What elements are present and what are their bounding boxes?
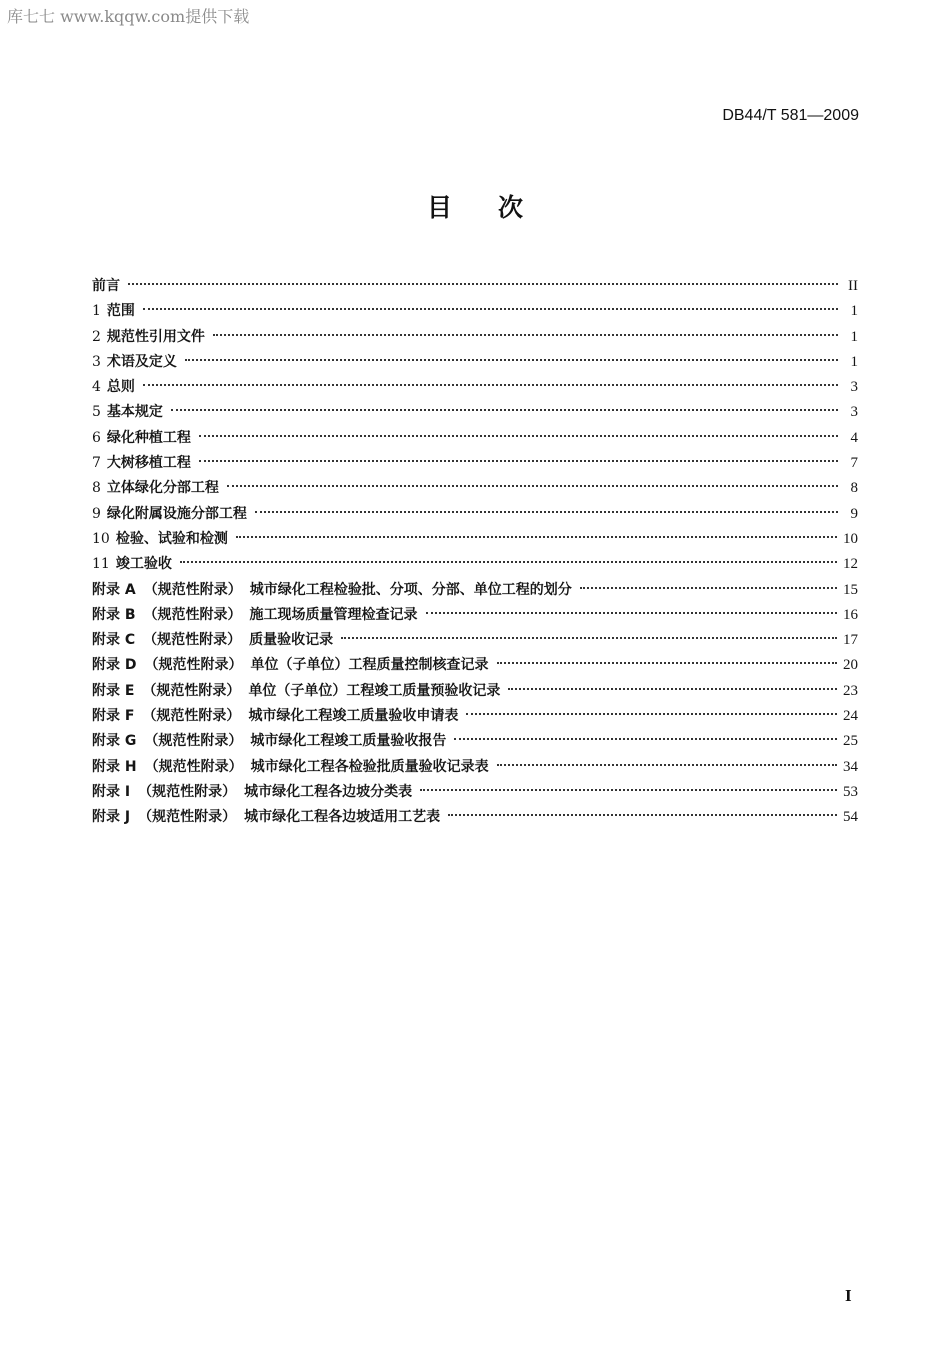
toc-page-number: 8 — [850, 480, 858, 497]
dot-leader — [199, 460, 838, 462]
toc-entry-title: 8 立体绿化分部工程 — [92, 480, 219, 497]
toc-entry-title: 附录 B （规范性附录） 施工现场质量管理检查记录 — [92, 606, 418, 623]
toc-entry-6[interactable] — [92, 426, 858, 451]
toc-entry-title: 10 检验、试验和检测 — [92, 530, 228, 547]
toc-entry-title: 7 大树移植工程 — [92, 455, 191, 472]
toc-entry-title: 11 竣工验收 — [92, 556, 172, 573]
toc-page-number: 54 — [843, 809, 858, 826]
toc-entry-8[interactable] — [92, 476, 858, 501]
dot-leader — [185, 359, 838, 361]
toc-entry-title: 2 规范性引用文件 — [92, 328, 205, 345]
toc-entry-7[interactable] — [92, 451, 858, 476]
toc-page-number: 15 — [843, 581, 858, 598]
toc-entry-title: 附录 F （规范性附录） 城市绿化工程竣工质量验收申请表 — [92, 708, 459, 725]
toc-page-number: 53 — [843, 783, 858, 800]
dot-leader — [497, 662, 838, 664]
toc-entry-title: 附录 A （规范性附录） 城市绿化工程检验批、分项、分部、单位工程的划分 — [92, 581, 572, 598]
toc-page-number: 34 — [843, 758, 858, 775]
toc-entry-title: 3 术语及定义 — [92, 353, 177, 370]
toc-entry-4[interactable] — [92, 375, 858, 400]
toc-entry-title: 附录 J （规范性附录） 城市绿化工程各边坡适用工艺表 — [92, 809, 441, 826]
toc-appendix-j[interactable] — [92, 805, 858, 830]
toc-entry-title: 4 总则 — [92, 379, 135, 396]
dot-leader — [199, 435, 838, 437]
toc-page-number: 1 — [850, 303, 858, 320]
dot-leader — [466, 713, 837, 715]
toc-page-number: 9 — [850, 505, 858, 522]
dot-leader — [497, 764, 837, 766]
dot-leader — [171, 409, 838, 411]
toc-entry-9[interactable] — [92, 502, 858, 527]
toc-entry-title: 附录 D （规范性附录） 单位（子单位）工程质量控制核查记录 — [92, 657, 489, 674]
toc-page-number: 20 — [843, 657, 858, 674]
dot-leader — [341, 637, 837, 639]
toc-appendix-d[interactable] — [92, 653, 858, 678]
toc-appendix-e[interactable] — [92, 679, 858, 704]
toc-entry-11[interactable] — [92, 552, 858, 577]
toc-entry-title: 附录 I （规范性附录） 城市绿化工程各边坡分类表 — [92, 783, 413, 800]
dot-leader — [426, 612, 837, 614]
toc-entry-title: 5 基本规定 — [92, 404, 163, 421]
toc-page-number: 16 — [843, 606, 858, 623]
toc-entry-title: 6 绿化种植工程 — [92, 429, 191, 446]
dot-leader — [448, 814, 837, 816]
dot-leader — [213, 334, 838, 336]
toc-page-number: 1 — [850, 328, 858, 345]
toc-entry-title: 前言 — [92, 278, 120, 294]
toc-appendix-f[interactable] — [92, 704, 858, 729]
toc-entry-title: 附录 C （规范性附录） 质量验收记录 — [92, 632, 334, 649]
toc-page-number: 25 — [843, 733, 858, 750]
toc-page-number: 24 — [843, 708, 858, 725]
toc-page-number: 10 — [843, 530, 858, 547]
dot-leader — [143, 308, 838, 310]
toc-page-number: 1 — [850, 353, 858, 370]
dot-leader — [143, 384, 838, 386]
document-code: DB44/T 581—2009 — [722, 107, 859, 124]
dot-leader — [236, 536, 837, 538]
dot-leader — [508, 688, 837, 690]
toc-entry-title: 附录 G （规范性附录） 城市绿化工程竣工质量验收报告 — [92, 733, 447, 750]
dot-leader — [180, 561, 837, 563]
toc-entry-title: 附录 E （规范性附录） 单位（子单位）工程竣工质量预验收记录 — [92, 682, 501, 699]
toc-entry-title: 1 范围 — [92, 303, 135, 320]
toc-appendix-i[interactable] — [92, 780, 858, 805]
toc-entry-3[interactable] — [92, 350, 858, 375]
toc-page-number: II — [848, 278, 858, 294]
toc-page-number: 4 — [850, 429, 858, 446]
page-number: I — [845, 1286, 852, 1305]
toc-page-number: 3 — [850, 379, 858, 396]
toc-entry-10[interactable] — [92, 527, 858, 552]
toc-page-number: 23 — [843, 682, 858, 699]
toc-appendix-c[interactable] — [92, 628, 858, 653]
toc-entry-title: 附录 H （规范性附录） 城市绿化工程各检验批质量验收记录表 — [92, 758, 489, 775]
toc-page-number: 3 — [850, 404, 858, 421]
dot-leader — [128, 283, 838, 285]
toc-appendix-h[interactable] — [92, 755, 858, 780]
dot-leader — [227, 485, 838, 487]
toc-appendix-b[interactable] — [92, 603, 858, 628]
toc-entry-1[interactable] — [92, 299, 858, 324]
dot-leader — [420, 789, 837, 791]
dot-leader — [580, 587, 837, 589]
toc-page-number: 12 — [843, 556, 858, 573]
table-of-contents — [92, 274, 858, 831]
watermark-text: 库七七 www.kqqw.com提供下载 — [7, 7, 250, 26]
toc-entry-title: 9 绿化附属设施分部工程 — [92, 505, 247, 522]
toc-appendix-g[interactable] — [92, 729, 858, 754]
toc-entry-5[interactable] — [92, 400, 858, 425]
toc-entry-2[interactable] — [92, 325, 858, 350]
toc-page-number: 17 — [843, 632, 858, 649]
toc-appendix-a[interactable] — [92, 578, 858, 603]
dot-leader — [454, 738, 837, 740]
dot-leader — [255, 511, 838, 513]
toc-entry-foreword[interactable] — [92, 274, 858, 299]
page-title: 目次 — [426, 193, 569, 222]
toc-page-number: 7 — [850, 455, 858, 472]
